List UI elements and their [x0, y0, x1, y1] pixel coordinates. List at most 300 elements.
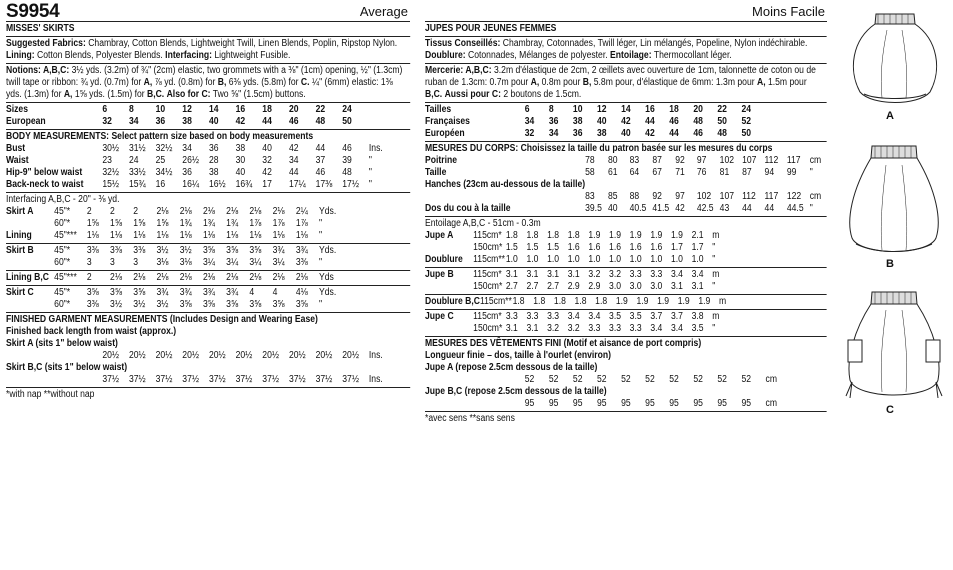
cell-value: 34 [288, 155, 299, 166]
finished-subtitle-fr: Longueur finie – dos, taille à l'ourlet (environ) [425, 350, 612, 361]
cell-value: 52 [717, 374, 727, 385]
cell-value: 3⅝ [226, 299, 239, 310]
skirt-drawings [842, 0, 950, 565]
cell-value: 52 [645, 374, 655, 385]
cell-value: 1.7 [691, 242, 704, 253]
body-measurements-title: BODY MEASUREMENTS: Select pattern size based on body measurements [6, 131, 314, 142]
cell-value: 95 [717, 398, 727, 409]
cell-value: " [319, 299, 323, 310]
cell-value: 102 [719, 155, 735, 166]
finished-bc-label-fr: Jupe B,C (repose 2.5cm dessous de la taille) [425, 386, 607, 397]
cell-value: Ins. [368, 143, 383, 154]
cell-value: 20 [288, 104, 299, 115]
cell-value: 42 [675, 203, 685, 214]
table-row [425, 374, 786, 386]
cell-value: 3.4 [670, 269, 683, 280]
table-row [6, 167, 386, 179]
cell-value: " [368, 179, 372, 190]
interfacing-line: Interfacing A,B,C - 20" - ⅜ yd. [6, 194, 120, 205]
fabrics-text-fr: Chambray, Cotonnades, Twill léger, Lin mélangés, Popeline, Nylon indéchirable. [502, 38, 808, 49]
cell-value: 40 [597, 116, 607, 127]
finished-a-table-fr [425, 374, 786, 386]
cell-value: 52 [548, 374, 559, 385]
lining-text-fr: Cotonnades, Mélanges de polyester. [468, 50, 608, 61]
cell-value: 87 [742, 167, 752, 178]
row-label: Européen [425, 128, 465, 139]
cell-value: 99 [786, 167, 797, 178]
cell-value: 95 [597, 398, 607, 409]
cell-value: 1⅞ [249, 218, 262, 229]
row-label: Dos du cou à la taille [425, 203, 511, 214]
cell-value: 43 [719, 203, 730, 214]
table-row [6, 179, 386, 191]
cell-value: 2⅛ [226, 206, 239, 217]
cell-value: 3.1 [670, 281, 683, 292]
lining-label-fr: Doublure: [425, 50, 466, 61]
cell-value: 95 [572, 398, 583, 409]
cell-value: 95 [548, 398, 559, 409]
cell-value: 1.8 [505, 230, 518, 241]
cell-value: 45"* [54, 245, 71, 256]
cell-value: 34½ [155, 167, 173, 178]
cell-value: 1⅞ [295, 218, 308, 229]
cell-value: 83 [629, 155, 640, 166]
cell-value: 1⅛ [272, 230, 285, 241]
cell-value: 44.5 [786, 203, 804, 214]
body-measurements-table [6, 143, 386, 191]
cell-value: 14 [208, 104, 219, 115]
row-label [425, 398, 525, 410]
cell-value: 3⅛ [156, 257, 169, 268]
cell-value: " [712, 254, 716, 265]
cell-value: 48 [342, 167, 352, 178]
cell-value: 50 [741, 128, 752, 139]
cell-value: 1.9 [609, 230, 621, 241]
row-label: Jupe B [425, 269, 454, 280]
cell-value: 3.2 [588, 269, 601, 280]
row-label: Bust [6, 143, 26, 154]
lining-text: Cotton Blends, Polyester Blends. [37, 50, 163, 61]
cell-value: 3¾ [179, 287, 192, 298]
cell-value: 1.0 [547, 254, 560, 265]
yardage-table [425, 269, 733, 293]
cell-value: 15¾ [128, 179, 146, 190]
cell-value: 1.0 [691, 254, 704, 265]
cell-value: 1.0 [609, 254, 621, 265]
table-row [425, 269, 733, 281]
table-row [425, 323, 733, 335]
row-label: Skirt B [6, 245, 34, 256]
row-label: European [6, 116, 46, 127]
row-label [425, 374, 525, 386]
row-label: Lining B,C [6, 272, 49, 283]
finished-bc-label: Skirt B,C (sits 1" below waist) [6, 362, 128, 373]
cell-value: cm [765, 374, 778, 385]
cell-value: 1.9 [670, 230, 683, 241]
cell-value: 46 [288, 116, 299, 127]
cell-value: 3.4 [588, 311, 601, 322]
cell-value: 1¾ [202, 218, 215, 229]
cell-value: 25 [155, 155, 166, 166]
fabrics-label: Suggested Fabrics: [6, 38, 86, 49]
cell-value: 3⅝ [202, 245, 215, 256]
cell-value: 95 [693, 398, 703, 409]
cell-value: 92 [652, 191, 662, 202]
table-row [6, 350, 390, 362]
cell-value: 34 [548, 128, 559, 139]
cell-value: 81 [719, 167, 730, 178]
finished-title: FINISHED GARMENT MEASUREMENTS (Includes Design and Wearing Ease) [6, 314, 318, 325]
cell-value: " [809, 203, 813, 214]
row-label: Lining [6, 230, 32, 241]
cell-value: 44 [288, 167, 299, 178]
table-row [6, 257, 340, 269]
cell-value: 3⅝ [179, 299, 192, 310]
cell-value: 17 [262, 179, 272, 190]
cell-value: 4 [272, 287, 278, 298]
cell-value: 122 [786, 191, 802, 202]
cell-value: 1.0 [505, 254, 518, 265]
cell-value: 58 [585, 167, 595, 178]
cell-value: 64 [629, 167, 640, 178]
cell-value: 44 [645, 116, 655, 127]
cell-value: 1.9 [650, 230, 663, 241]
cell-value: 3.4 [670, 323, 683, 334]
cell-value: 117 [764, 191, 779, 202]
cell-value: 39 [342, 155, 352, 166]
cell-value: 42 [235, 116, 246, 127]
cell-value: 3.1 [567, 269, 580, 280]
cell-value: 1⅝ [110, 218, 123, 229]
table-row [6, 299, 340, 311]
row-label [425, 323, 473, 335]
cell-value: 45"*** [54, 272, 77, 283]
cell-value: 2.7 [526, 281, 539, 292]
cell-value: 40 [208, 116, 219, 127]
cell-value: " [368, 155, 372, 166]
cell-value: 44 [315, 143, 326, 154]
fabrics-label-fr: Tissus Conseillés: [425, 38, 501, 49]
cell-value: 1.5 [526, 242, 539, 253]
cell-value: 1⅛ [295, 230, 308, 241]
cell-value: 1.0 [650, 254, 663, 265]
cell-value: 3⅝ [295, 299, 308, 310]
row-label: Skirt C [6, 287, 34, 298]
cell-value: 1.0 [629, 254, 642, 265]
cell-value: 3.7 [650, 311, 663, 322]
yardage-table [425, 296, 740, 308]
cell-value: 1⅛ [249, 230, 262, 241]
cell-value: 46 [315, 167, 326, 178]
difficulty-level: Average [359, 4, 408, 19]
cell-value: 2⅛ [249, 272, 262, 283]
cell-value: 1¾ [226, 218, 239, 229]
cell-value: " [319, 230, 323, 241]
cell-value: 36 [208, 143, 219, 154]
cell-value: 60"* [54, 299, 71, 310]
cell-value: 1⅞ [272, 218, 285, 229]
cell-value: 37½ [208, 374, 226, 385]
cell-value: 48 [693, 116, 703, 127]
yardage-table [6, 287, 340, 311]
cell-value: 1.0 [567, 254, 580, 265]
cell-value: 40 [235, 167, 246, 178]
cell-value: 20½ [235, 350, 253, 361]
cell-value: 3.0 [629, 281, 642, 292]
cell-value: 36 [155, 116, 166, 127]
sizes-table [6, 104, 369, 128]
cell-value: 2⅛ [226, 272, 239, 283]
cell-value: 3⅜ [86, 245, 99, 256]
cell-value: 2⅛ [156, 206, 169, 217]
cell-value: 6 [524, 104, 530, 115]
cell-value: 30½ [102, 143, 120, 154]
cell-value: 1.0 [526, 254, 539, 265]
cell-value: 3 [110, 257, 115, 268]
cell-value: 52 [524, 374, 535, 385]
cell-value: 2 [86, 272, 92, 283]
cell-value: 16 [155, 179, 166, 190]
cell-value: 3.1 [691, 281, 704, 292]
interfacing-line-fr: Entoilage A,B,C - 51cm - 0.3m [425, 218, 541, 229]
cell-value: 2⅛ [179, 272, 192, 283]
cell-value: 1.8 [595, 296, 608, 307]
cell-value: Ins. [368, 350, 383, 361]
cell-value: 78 [585, 155, 595, 166]
row-label: Hip-9" below waist [6, 167, 83, 178]
cell-value: 150cm* [473, 323, 503, 334]
cell-value: 76 [696, 167, 707, 178]
cell-value: 17⅜ [315, 179, 333, 190]
cell-value: 1.9 [588, 230, 601, 241]
yardage-table [6, 206, 340, 242]
cell-value: 102 [696, 191, 712, 202]
cell-value: 24 [128, 155, 139, 166]
cell-value: m [712, 311, 720, 322]
section-title-fr: JUPES POUR JEUNES FEMMES [425, 23, 557, 34]
cell-value: 115cm** [473, 254, 506, 265]
cell-value: 3.3 [526, 311, 539, 322]
row-label: Jupe A [425, 230, 454, 241]
cell-value: 67 [652, 167, 662, 178]
cell-value: 46 [693, 128, 703, 139]
cell-value: 80 [607, 155, 618, 166]
cell-value: 40 [621, 128, 631, 139]
cell-value: 20½ [128, 350, 146, 361]
cell-value: 16¾ [235, 179, 253, 190]
cell-value: 2¼ [295, 206, 308, 217]
cell-value: 50 [717, 116, 727, 127]
cell-value: 2⅛ [133, 272, 146, 283]
sizes-table-fr [425, 104, 766, 140]
cell-value: 3¾ [272, 245, 285, 256]
cell-value: 20½ [342, 350, 360, 361]
yardage-table [6, 272, 340, 284]
cell-value: 42.5 [696, 203, 714, 214]
cell-value: 95 [645, 398, 655, 409]
cell-value: 2.9 [588, 281, 601, 292]
yardage-table [6, 245, 340, 269]
cell-value: 2⅛ [202, 272, 215, 283]
cell-value: 22 [315, 104, 326, 115]
table-row [6, 374, 390, 386]
cell-value: 3.2 [609, 269, 621, 280]
cell-value: 40 [607, 203, 618, 214]
cell-value: 32 [524, 128, 535, 139]
cell-value: 60"* [54, 257, 71, 268]
yardage-table [425, 230, 733, 266]
cell-value: 44 [262, 116, 272, 127]
finished-a-label-fr: Jupe A (repose 2.5cm dessous de la taille) [425, 362, 598, 373]
cell-value: 94 [764, 167, 775, 178]
footnote-fr: *avec sens **sans sens [425, 413, 515, 424]
cell-value: 60"* [54, 218, 71, 229]
interfacing-label-fr: Entoilage: [610, 50, 652, 61]
cell-value: 52 [669, 374, 679, 385]
cell-value: 1⅝ [156, 218, 169, 229]
table-row [425, 311, 733, 323]
cell-value: cm [765, 398, 778, 409]
cell-value: 1.7 [670, 242, 683, 253]
row-label: Poitrine [425, 155, 458, 166]
cell-value: 30 [235, 155, 246, 166]
table-row [425, 155, 826, 167]
row-label [425, 191, 585, 203]
cell-value: 37½ [262, 374, 280, 385]
interfacing-text: Lightweight Fusible. [214, 50, 291, 61]
header-row-fr [425, 0, 827, 20]
cell-value: 32½ [102, 167, 120, 178]
row-label: Jupe C [425, 311, 454, 322]
cell-value: Yds. [319, 287, 337, 298]
cell-value: 42 [262, 167, 272, 178]
cell-value: 3.3 [547, 311, 560, 322]
skirt-c-drawing [846, 292, 942, 398]
cell-value: 71 [675, 167, 685, 178]
cell-value: 16 [235, 104, 246, 115]
cell-value: 12 [597, 104, 607, 115]
cell-value: 3.1 [505, 269, 518, 280]
cell-value: " [368, 167, 372, 178]
difficulty-level-fr: Moins Facile [752, 4, 825, 19]
finished-a-label: Skirt A (sits 1" below waist) [6, 338, 118, 349]
cell-value: 3.7 [670, 311, 683, 322]
cell-value: 1.9 [629, 230, 642, 241]
cell-value: 37½ [155, 374, 173, 385]
cell-value: 115cm** [479, 296, 512, 307]
table-row [6, 230, 340, 242]
cell-value: 2.7 [505, 281, 518, 292]
cell-value: 83 [585, 191, 595, 202]
cell-value: 3.8 [691, 311, 704, 322]
table-row [425, 116, 766, 128]
body-measurements-title-fr: MESURES DU CORPS: Choisissez la taille du patron basée sur les mesures du corps [425, 143, 773, 154]
table-row [425, 104, 766, 116]
cell-value: 115cm* [473, 311, 502, 322]
cell-value: 3.1 [526, 323, 539, 334]
finished-bc-table [6, 374, 390, 386]
row-label: Sizes [6, 104, 28, 115]
cell-value: 150cm* [473, 281, 503, 292]
cell-value: 37½ [182, 374, 200, 385]
cell-value: 38 [597, 128, 607, 139]
cell-value: " [319, 257, 323, 268]
cell-value: 1.6 [650, 242, 663, 253]
cell-value: 85 [607, 191, 618, 202]
french-column [425, 0, 827, 425]
cell-value: 16¼ [182, 179, 200, 190]
cell-value: Ins. [368, 374, 383, 385]
cell-value: 37½ [235, 374, 253, 385]
cell-value: 3.3 [588, 323, 601, 334]
cell-value: 34 [182, 143, 192, 154]
cell-value: 28 [208, 155, 219, 166]
cell-value: 3½ [133, 299, 146, 310]
cell-value: 45"* [54, 287, 71, 298]
cell-value: 3⅜ [133, 245, 146, 256]
cell-value: 52 [741, 374, 752, 385]
table-row [425, 128, 766, 140]
row-label [6, 374, 102, 386]
cell-value: 31½ [128, 143, 146, 154]
table-row [425, 179, 826, 191]
table-row [6, 272, 340, 284]
table-row [6, 155, 386, 167]
cell-value: 48 [717, 128, 727, 139]
cell-value: 1.8 [512, 296, 525, 307]
cell-value: 1⅛ [179, 230, 192, 241]
cell-value: 112 [742, 191, 756, 202]
row-label [425, 281, 473, 293]
cell-value: 1.9 [677, 296, 690, 307]
cell-value: 2.1 [691, 230, 704, 241]
cell-value: 3⅝ [226, 245, 239, 256]
yardage-tables [6, 206, 409, 311]
cell-value: 15½ [102, 179, 120, 190]
lining-label: Lining: [6, 50, 35, 61]
cell-value: 18 [262, 104, 272, 115]
cell-value: 1.5 [505, 242, 518, 253]
cell-value: 1.6 [567, 242, 580, 253]
cell-value: 45"*** [54, 230, 77, 241]
cell-value: 1.8 [567, 230, 580, 241]
cell-value: 3.3 [650, 269, 663, 280]
cell-value: 1⅝ [133, 218, 146, 229]
footnote: *with nap **without nap [6, 389, 95, 400]
cell-value: 87 [652, 155, 662, 166]
cell-value: 1.8 [533, 296, 546, 307]
cell-value: 2⅛ [295, 272, 308, 283]
table-row [425, 167, 826, 179]
cell-value: 1⅛ [110, 230, 123, 241]
cell-value: m [719, 296, 727, 307]
cell-value: 3⅝ [110, 287, 123, 298]
cell-value: 3¼ [226, 257, 239, 268]
cell-value: 3.2 [567, 323, 580, 334]
cell-value: 44 [742, 203, 752, 214]
cell-value: 1⅛ [133, 230, 146, 241]
cell-value: 2⅛ [272, 206, 285, 217]
cell-value: 3⅛ [179, 257, 192, 268]
cell-value: 3⅝ [272, 299, 285, 310]
cell-value: 10 [155, 104, 166, 115]
cell-value: 3.4 [650, 323, 663, 334]
cell-value: 37½ [315, 374, 333, 385]
cell-value: 3½ [179, 245, 192, 256]
cell-value: 46 [342, 143, 352, 154]
cell-value: 3¾ [295, 245, 308, 256]
row-label: Taille [425, 167, 447, 178]
